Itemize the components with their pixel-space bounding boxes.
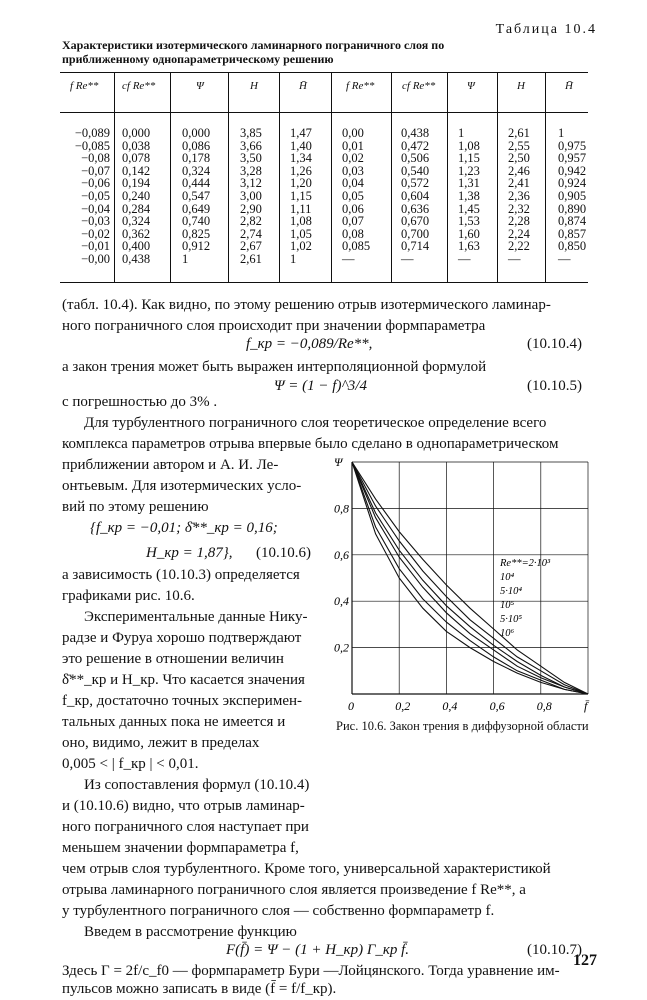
table-cell: 1,05 [290,226,312,241]
table-header: cf Re** [402,80,436,92]
body-line: у турбулентного пограничного слоя — собственно формпараметр f. [62,903,495,919]
body-line: Для турбулентного пограничного слоя теоретическое определение всего [84,415,547,431]
table-divider [170,72,171,282]
body-line: а зависимость (10.10.3) определяется [62,567,300,583]
series-line [352,462,588,694]
table-cell: 1,60 [458,226,480,241]
table-header: f Re** [70,80,99,92]
table-cell: 0,06 [342,201,364,216]
table-cell: 0,740 [182,214,211,229]
table-cell: 0,825 [182,226,211,241]
table-cell: 0,07 [342,214,364,229]
table-cell: 0,670 [401,214,430,229]
table-cell: 0,03 [342,163,364,178]
table-divider [279,72,280,282]
table-cell: 2,55 [508,138,530,153]
table-cell: 0,400 [122,239,151,254]
table-cell: 0,02 [342,151,364,166]
table-cell: 0,194 [122,176,151,191]
table-cell: 0,572 [401,176,430,191]
table-cell: 3,50 [240,151,262,166]
table-cell: 1,40 [290,138,312,153]
x-tick-label: 0,6 [489,699,505,713]
table-divider [331,72,332,282]
series-line [352,462,588,694]
table-cell: 3,66 [240,138,262,153]
y-tick-label: 0,8 [334,501,349,516]
body-line: пульсов можно записать в виде (f̄ = f/f_кр). [62,981,337,997]
table-cell: 2,50 [508,151,530,166]
table-header: H̄ [299,80,307,92]
table-cell: 0,362 [122,226,151,241]
table-cell: 2,28 [508,214,530,229]
table-cell: 0,924 [558,176,587,191]
table-bottom-rule [60,282,588,283]
table-cell: 0,604 [401,188,430,203]
table-header: H [250,80,258,92]
table-cell: −0,00 [81,251,110,266]
page-number: 127 [573,952,597,969]
table-cell: 0,506 [401,151,430,166]
table-cell: 1 [458,126,465,140]
equation-number: (10.10.7) [527,942,582,958]
body-line: графиками рис. 10.6. [62,588,195,604]
figure-caption: Рис. 10.6. Закон трения в диффузорной области [336,719,589,733]
table-cell: 2,61 [240,251,262,266]
table-cell: 0,714 [401,239,430,254]
table-column [240,127,262,266]
series-line [352,462,588,694]
table-cell: 1,23 [458,163,480,178]
table-cell: 0,857 [558,226,587,241]
table-column [62,127,110,266]
table-cell: — [508,251,521,266]
equation-number: (10.10.4) [527,336,582,352]
table-label: Таблица 10.4 [495,22,597,37]
equation: F(f̄) = Ψ − (1 + H_кр) Γ_кр f̄. [226,942,410,958]
table-cell: 0,649 [182,201,211,216]
table-cell: 1,02 [290,239,312,254]
table-cell: 0,874 [558,214,587,229]
table-cell: 0,700 [401,226,430,241]
table-cell: 0,038 [122,138,151,153]
table-cell: 2,22 [508,239,530,254]
table-column [122,127,150,266]
body-line: тальных данных пока не имеется и [62,714,286,730]
table-divider [391,72,392,282]
table-cell: 0,324 [122,214,151,229]
table-cell: −0,05 [81,188,110,203]
table-header: f Re** [346,80,375,92]
equation: f_кр = −0,089/Re**, [246,336,373,352]
table-cell: 0,636 [401,201,430,216]
table-cell: 0,324 [182,163,211,178]
body-line: ного пограничного слоя происходит при значении формпараметра [62,318,486,334]
table-cell: −0,01 [81,239,110,254]
table-cell: 2,82 [240,214,262,229]
table-cell: 2,67 [240,239,262,254]
table-cell: 1,31 [458,176,480,191]
table-cell: 3,12 [240,176,262,191]
table-cell: 2,74 [240,226,262,241]
table-cell: 0,284 [122,201,151,216]
body-line: f_кр, достаточно точных эксперимен- [62,693,303,709]
friction-law-chart [330,450,610,718]
body-line: меньшем значении формпараметра f, [62,840,299,856]
table-cell: −0,08 [81,151,110,166]
table-cell: −0,06 [81,176,110,191]
body-line: Из сопоставления формул (10.10.4) [84,777,310,793]
table-cell: 1 [290,251,297,266]
table-cell: 1,38 [458,188,480,203]
body-line: а закон трения может быть выражен интерполяционной формулой [62,359,487,375]
table-cell: 1,26 [290,163,312,178]
y-tick-label: Ψ [334,455,343,469]
table-cell: — [458,251,471,266]
body-line: (табл. 10.4). Как видно, по этому решению отрыв изотермического ламинар- [62,297,551,313]
body-line: δ̄**_кр и H_кр. Что касается значения [62,672,305,688]
body-line: радзе и Фуруа хорошо подтверждают [62,630,302,646]
body-line: 0,005 < | f_кр | < 0,01. [62,756,199,772]
series-label: 10⁶ [500,628,515,639]
body-line: и (10.10.6) видно, что отрыв ламинар- [62,798,305,814]
body-line: с погрешностью до 3% . [62,394,218,410]
table-header: Ψ [196,80,204,92]
table-cell: 0,472 [401,138,430,153]
table-header: H̄ [565,80,573,92]
table-column [182,127,210,266]
table-cell: −0,07 [81,163,110,178]
body-line: Введем в рассмотрение функцию [84,924,297,940]
table-caption: Характеристики изотермического ламинарного пограничного слоя по приближенному однопараметрическому решению [62,38,445,66]
table-cell: 1,08 [290,214,312,229]
table-cell: 3,85 [240,126,262,140]
equation: {f_кр = −0,01; δ̄**_кр = 0,16; [90,520,278,536]
y-tick-label: 0,4 [334,594,349,609]
series-line [352,462,588,694]
series-label: 5·10⁵ [500,614,523,625]
table-cell: 0,975 [558,138,587,153]
x-tick-label: 0,8 [536,699,552,713]
table-cell: 0,178 [182,151,211,166]
equation: H_кр = 1,87}, [146,545,233,561]
body-line: онтьевым. Для изотермических усло- [62,478,302,494]
series-line [352,462,588,694]
equation-number: (10.10.5) [527,378,582,394]
series-label: 5·10⁴ [500,586,523,597]
table-cell: 2,36 [508,188,530,203]
body-line: комплекса параметров отрыва впервые было сделано в однопараметрическом [62,436,559,452]
table-cell: 0,912 [182,239,211,254]
body-line: отрыва ламинарного пограничного слоя является произведение f Re**, а [62,882,526,898]
table-divider [545,72,546,282]
table-cell: 0,01 [342,138,364,153]
table-cell: 0,04 [342,176,364,191]
table-cell: 2,24 [508,226,530,241]
table-cell: −0,02 [81,226,110,241]
table-cell: 1,63 [458,239,480,254]
table-column [458,127,480,266]
table-cell: −0,03 [81,214,110,229]
table-header: H [517,80,525,92]
table-header-rule [60,112,588,113]
table-cell: 0,078 [122,151,151,166]
table-header: Ψ [467,80,475,92]
series-line [352,462,588,694]
table-cell: 3,28 [240,163,262,178]
body-line: Экспериментальные данные Нику- [84,609,308,625]
table-cell: 0,905 [558,188,587,203]
table-cell: 2,61 [508,126,530,140]
table-cell: 1,34 [290,151,312,166]
table-cell: 0,086 [182,138,211,153]
series-label: 10⁴ [500,572,515,583]
x-tick-label: 0 [348,699,354,713]
table-cell: 3,00 [240,188,262,203]
table-cell: 1,20 [290,176,312,191]
table-cell: 0,444 [182,176,211,191]
table-cell: 1,15 [290,188,312,203]
table-divider [114,72,115,282]
table-cell: 0,547 [182,188,211,203]
table-column [342,127,370,266]
table-cell: 0,540 [401,163,430,178]
body-line: ного пограничного слоя наступает при [62,819,309,835]
body-line: оно, видимо, лежит в пределах [62,735,260,751]
table-cell: 2,32 [508,201,530,216]
table-top-rule [60,72,588,73]
table-cell: 0,08 [342,226,364,241]
table-cell: 0,240 [122,188,151,203]
table-cell: 0,00 [342,126,364,140]
table-cell: −0,089 [74,126,110,140]
equation: Ψ = (1 − f)^3/4 [274,378,367,394]
table-column [290,127,312,266]
body-line: Здесь Γ = 2f/c_f0 — формпараметр Бури —Лойцянского. Тогда уравнение им- [62,963,560,979]
table-cell: 1,47 [290,126,312,140]
table-cell: 0,438 [122,251,151,266]
y-tick-label: 0,6 [334,547,349,562]
table-column [401,127,429,266]
table-cell: — [401,251,414,266]
y-tick-label: 0,2 [334,640,349,655]
table-cell: −0,04 [81,201,110,216]
table-cell: 1 [558,126,565,140]
x-tick-label: 0,4 [442,699,458,713]
table-cell: 1,53 [458,214,480,229]
table-cell: 0,142 [122,163,151,178]
table-column [508,127,530,266]
table-column [558,127,586,266]
table-cell: 0,438 [401,126,430,140]
table-cell: 0,890 [558,201,587,216]
table-cell: 0,05 [342,188,364,203]
equation-number: (10.10.6) [256,545,311,561]
table-cell: 0,000 [122,126,151,140]
table-cell: 1,08 [458,138,480,153]
table-divider [228,72,229,282]
table-cell: — [558,251,571,266]
table-cell: 0,942 [558,163,587,178]
table-divider [497,72,498,282]
table-cell: 1 [182,251,189,266]
table-cell: 1,15 [458,151,480,166]
table-cell: 2,90 [240,201,262,216]
table-cell: 0,085 [342,239,371,254]
x-tick-label: f̄ [584,699,588,713]
table-cell: — [342,251,355,266]
table-cell: 1,45 [458,201,480,216]
body-line: вий по этому решению [62,499,209,515]
table-cell: 0,000 [182,126,211,140]
table-cell: 2,46 [508,163,530,178]
body-line: это решение в отношении величин [62,651,284,667]
table-cell: 1,11 [290,201,312,216]
series-label: Re**=2·10³ [500,558,551,569]
body-line: чем отрыв слоя турбулентного. Кроме того, универсальной характеристикой [62,861,551,877]
table-cell: 0,850 [558,239,587,254]
table-divider [447,72,448,282]
table-cell: 0,957 [558,151,587,166]
x-tick-label: 0,2 [395,699,411,713]
table-cell: 2,41 [508,176,530,191]
table-header: cf Re** [122,80,156,92]
series-label: 10⁵ [500,600,515,611]
table-cell: −0,085 [74,138,110,153]
body-line: приближении автором и А. И. Ле- [62,457,279,473]
